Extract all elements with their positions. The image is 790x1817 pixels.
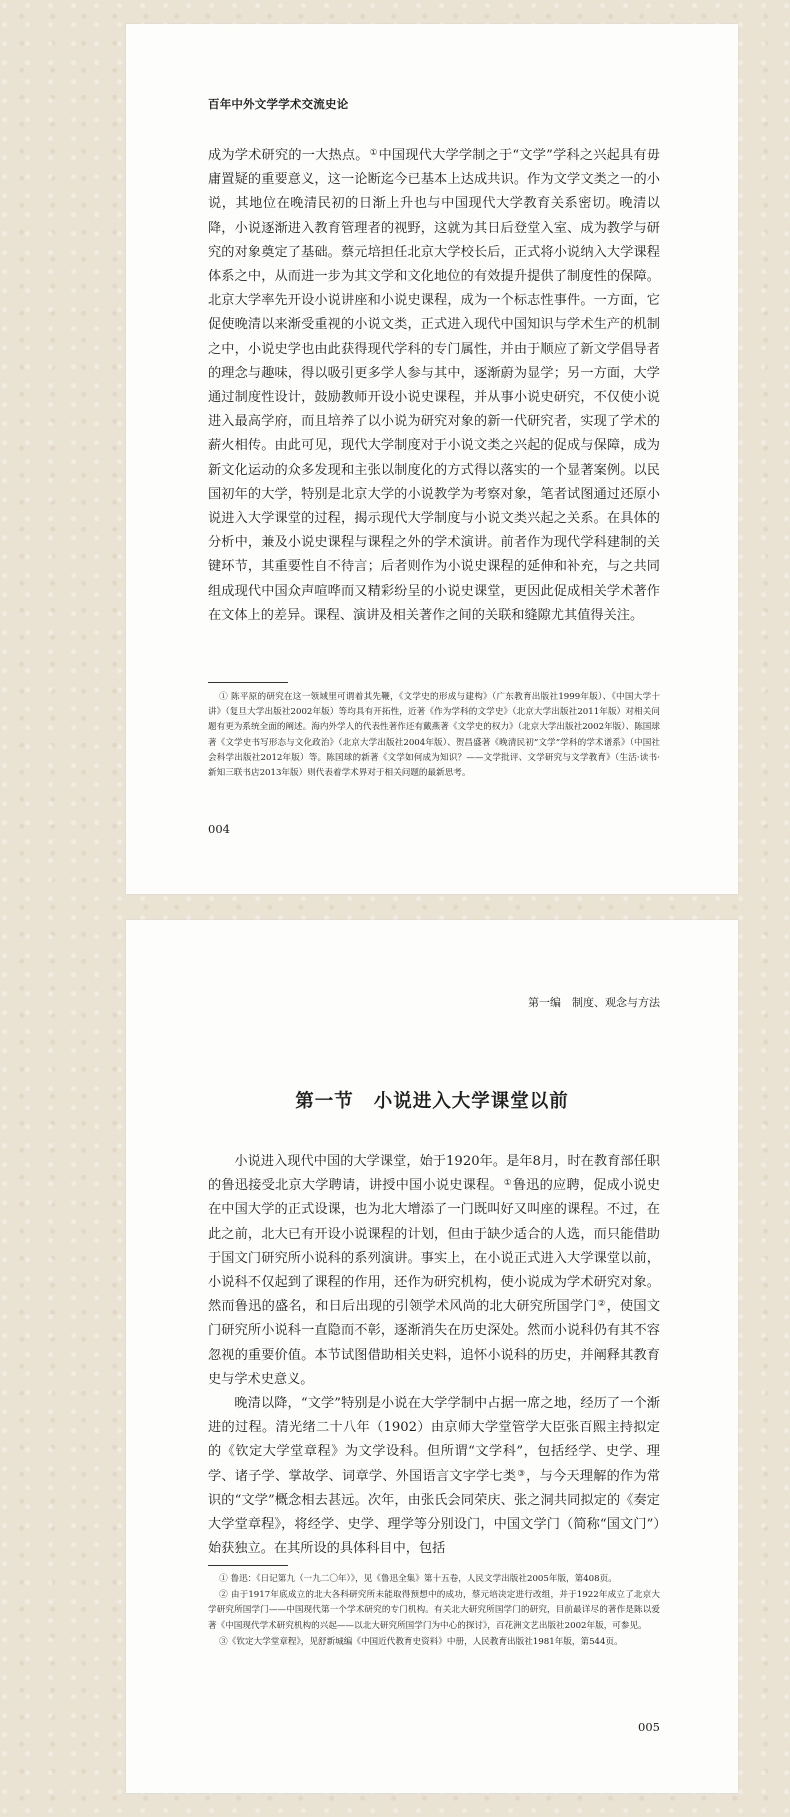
footnote-ref[interactable]: ① [369, 148, 378, 158]
text-run: 成为学术研究的一大热点。 [208, 148, 369, 163]
footnote: ② 由于1917年底成立的北大各科研究所未能取得预想中的成功，蔡元培决定进行改组，并于1922年成立了北京大学研究所国学门——中国现代第一个学术研究的专门机构。有关北大研究所国学门的研究，目前最详尽的著作是陈以爱著《中国现代学术研究机构的兴起——以北大研究所国学门为中心的探讨》，百花洲文艺出版社2002年版，可参见。 [208, 1590, 660, 1631]
body-text [208, 144, 660, 628]
paragraph [208, 144, 660, 628]
section-number: 第一节 [295, 1091, 354, 1112]
text-run: 中国现代大学学制之于“文学”学科之兴起具有毋庸置疑的重要意义，这一论断迄今已基本上达成共识。作为文学文类之一的小说，其地位在晚清民初的日渐上升也与中国现代大学教育关系密切。晚清以降，小说逐渐进入教育管理者的视野，这就为其日后登堂入室、成为教学与研究的对象奠定了基础。蔡元培担任北京大学校长后，正式将小说纳入大学课程体系之中，从而进一步为其文学和文化地位的有效提升提供了制度性的保障。北京大学率先开设小说讲座和小说史课程，成为一个标志性事件。一方面，它促使晚清以来渐受重视的小说文类，正式进入现代中国知识与学术生产的机制之中，小说史学也由此获得现代学科的专门属性，并由于顺应了新文学倡导者的理念与趣味，得以吸引更多学人参与其中，逐渐蔚为显学；另一方面，大学通过制度性设计，鼓励教师开设小说史课程，并从事小说史研究，不仅使小说进入最高学府，而且培养了以小说为研究对象的新一代研究者，实现了学术的薪火相传。由此可见，现代大学制度对于小说文类之兴起的促成与保障，成为新文化运动的众多发现和主张以制度化的方式得以落实的一个显著案例。以民国初年的大学，特别是北京大学的小说教学为考察对象，笔者试图通过还原小说进入大学课堂的过程，揭示现代大学制度与小说文类兴起之关系。在具体的分析中，兼及小说史课程与课程之外的学术演讲。前者作为现代学科建制的关键环节，其重要性自不待言；后者则作为小说史课程的延伸和补充，与之共同组成现代中国众声喧哗而又精彩纷呈的小说史课堂，更因此促成相关学术著作在文体上的差异。课程、演讲及相关著作之间的关联和缝隙尤其值得关注。 [208, 148, 661, 623]
footnote: ① 陈平原的研究在这一领域里可谓着其先鞭，《文学史的形成与建构》（广东教育出版社1999年版）、《中国大学十讲》（复旦大学出版社2002年版）等均具有开拓性，近著《作为学科的文学史》（北京大学出版社2011年版）对相关问题有更为系统全面的阐述。海内外学人的代表性著作还有戴燕著《文学史的权力》（北京大学出版社2002年版）、陈国球著《文学史书写形态与文化政治》（北京大学出版社2004年版）、贺昌盛著《晚清民初“文学”学科的学术谱系》（中国社会科学出版社2012年版）等。陈国球的新著《文学如何成为知识？——文学批评、文学研究与文学教育》（生活·读书·新知三联书店2013年版）则代表着学术界对于相关问题的最新思考。 [208, 692, 660, 779]
body-text [208, 1150, 660, 1561]
section-title [126, 1087, 738, 1113]
footnote-ref[interactable]: ③ [517, 1468, 526, 1479]
footnote-divider [208, 682, 288, 683]
paragraph [208, 1150, 660, 1392]
paragraph [208, 1392, 660, 1561]
left-page [126, 24, 738, 894]
footnote-ref[interactable]: ① [503, 1178, 512, 1189]
footnote-divider [208, 1565, 288, 1566]
section-heading: 小说进入大学课堂以前 [373, 1091, 569, 1112]
footnote: ① 鲁迅：《日记第九（一九二〇年）》，见《鲁迅全集》第十五卷，人民文学出版社2005年版，第408页。 [219, 1574, 617, 1584]
text-run: ，与今天理解的作为常识的“文学”概念相去甚远。次年，由张氏会同荣庆、张之洞共同拟定的《奏定大学堂章程》，将经学、史学、理学等分别设门，中国文学门（简称“国文门”）始获独立。在其所设的具体科目中，包括 [208, 1468, 661, 1557]
page-number: 005 [638, 1720, 660, 1734]
footnotes [208, 690, 660, 782]
text-run: 晚清以降，“文学”特别是小说在大学学制中占据一席之地，经历了一个渐进的过程。清光绪二十八年（1902）由京师大学堂管学大臣张百熙主持拟定的《钦定大学堂章程》为文学设科。但所谓“文学科”，包括经学、史学、理学、诸子学、掌故学、词章学、外国语言文字学七类 [208, 1396, 660, 1484]
footnotes [208, 1572, 660, 1651]
right-page [126, 920, 738, 1793]
page-number: 004 [208, 822, 230, 836]
running-head: 百年中外文学学术交流史论 [208, 97, 349, 111]
running-head: 第一编 制度、观念与方法 [528, 996, 660, 1009]
text-run: ，使国文门研究所小说科一直隐而不彰，逐渐消失在历史深处。然而小说科仍有其不容忽视的重要价值。本节试图借助相关史料，追怀小说科的历史，并阐释其教育史与学术史意义。 [208, 1299, 661, 1387]
footnote: ③《钦定大学堂章程》，见舒新城编《中国近代教育史资料》中册，人民教育出版社1981年版，第544页。 [219, 1636, 623, 1647]
text-run: 鲁迅的应聘，促成小说史在中国大学的正式设课，也为北大增添了一门既叫好又叫座的课程。不过，在此之前，北大已有开设小说课程的计划，但由于缺少适合的人选，而只能借助于国文门研究所小说科的系列演讲。事实上，在小说正式进入大学课堂以前，小说科不仅起到了课程的作用，还作为研究机构，使小说成为学术研究对象。然而鲁迅的盛名，和日后出现的引领学术风尚的北大研究所国学门 [208, 1178, 661, 1315]
text-run: 小说进入现代中国的大学课堂，始于1920年。是年8月，时在教育部任职的鲁迅接受北京大学聘请，讲授中国小说史课程。 [208, 1154, 660, 1194]
footnote-ref[interactable]: ② [597, 1299, 606, 1310]
